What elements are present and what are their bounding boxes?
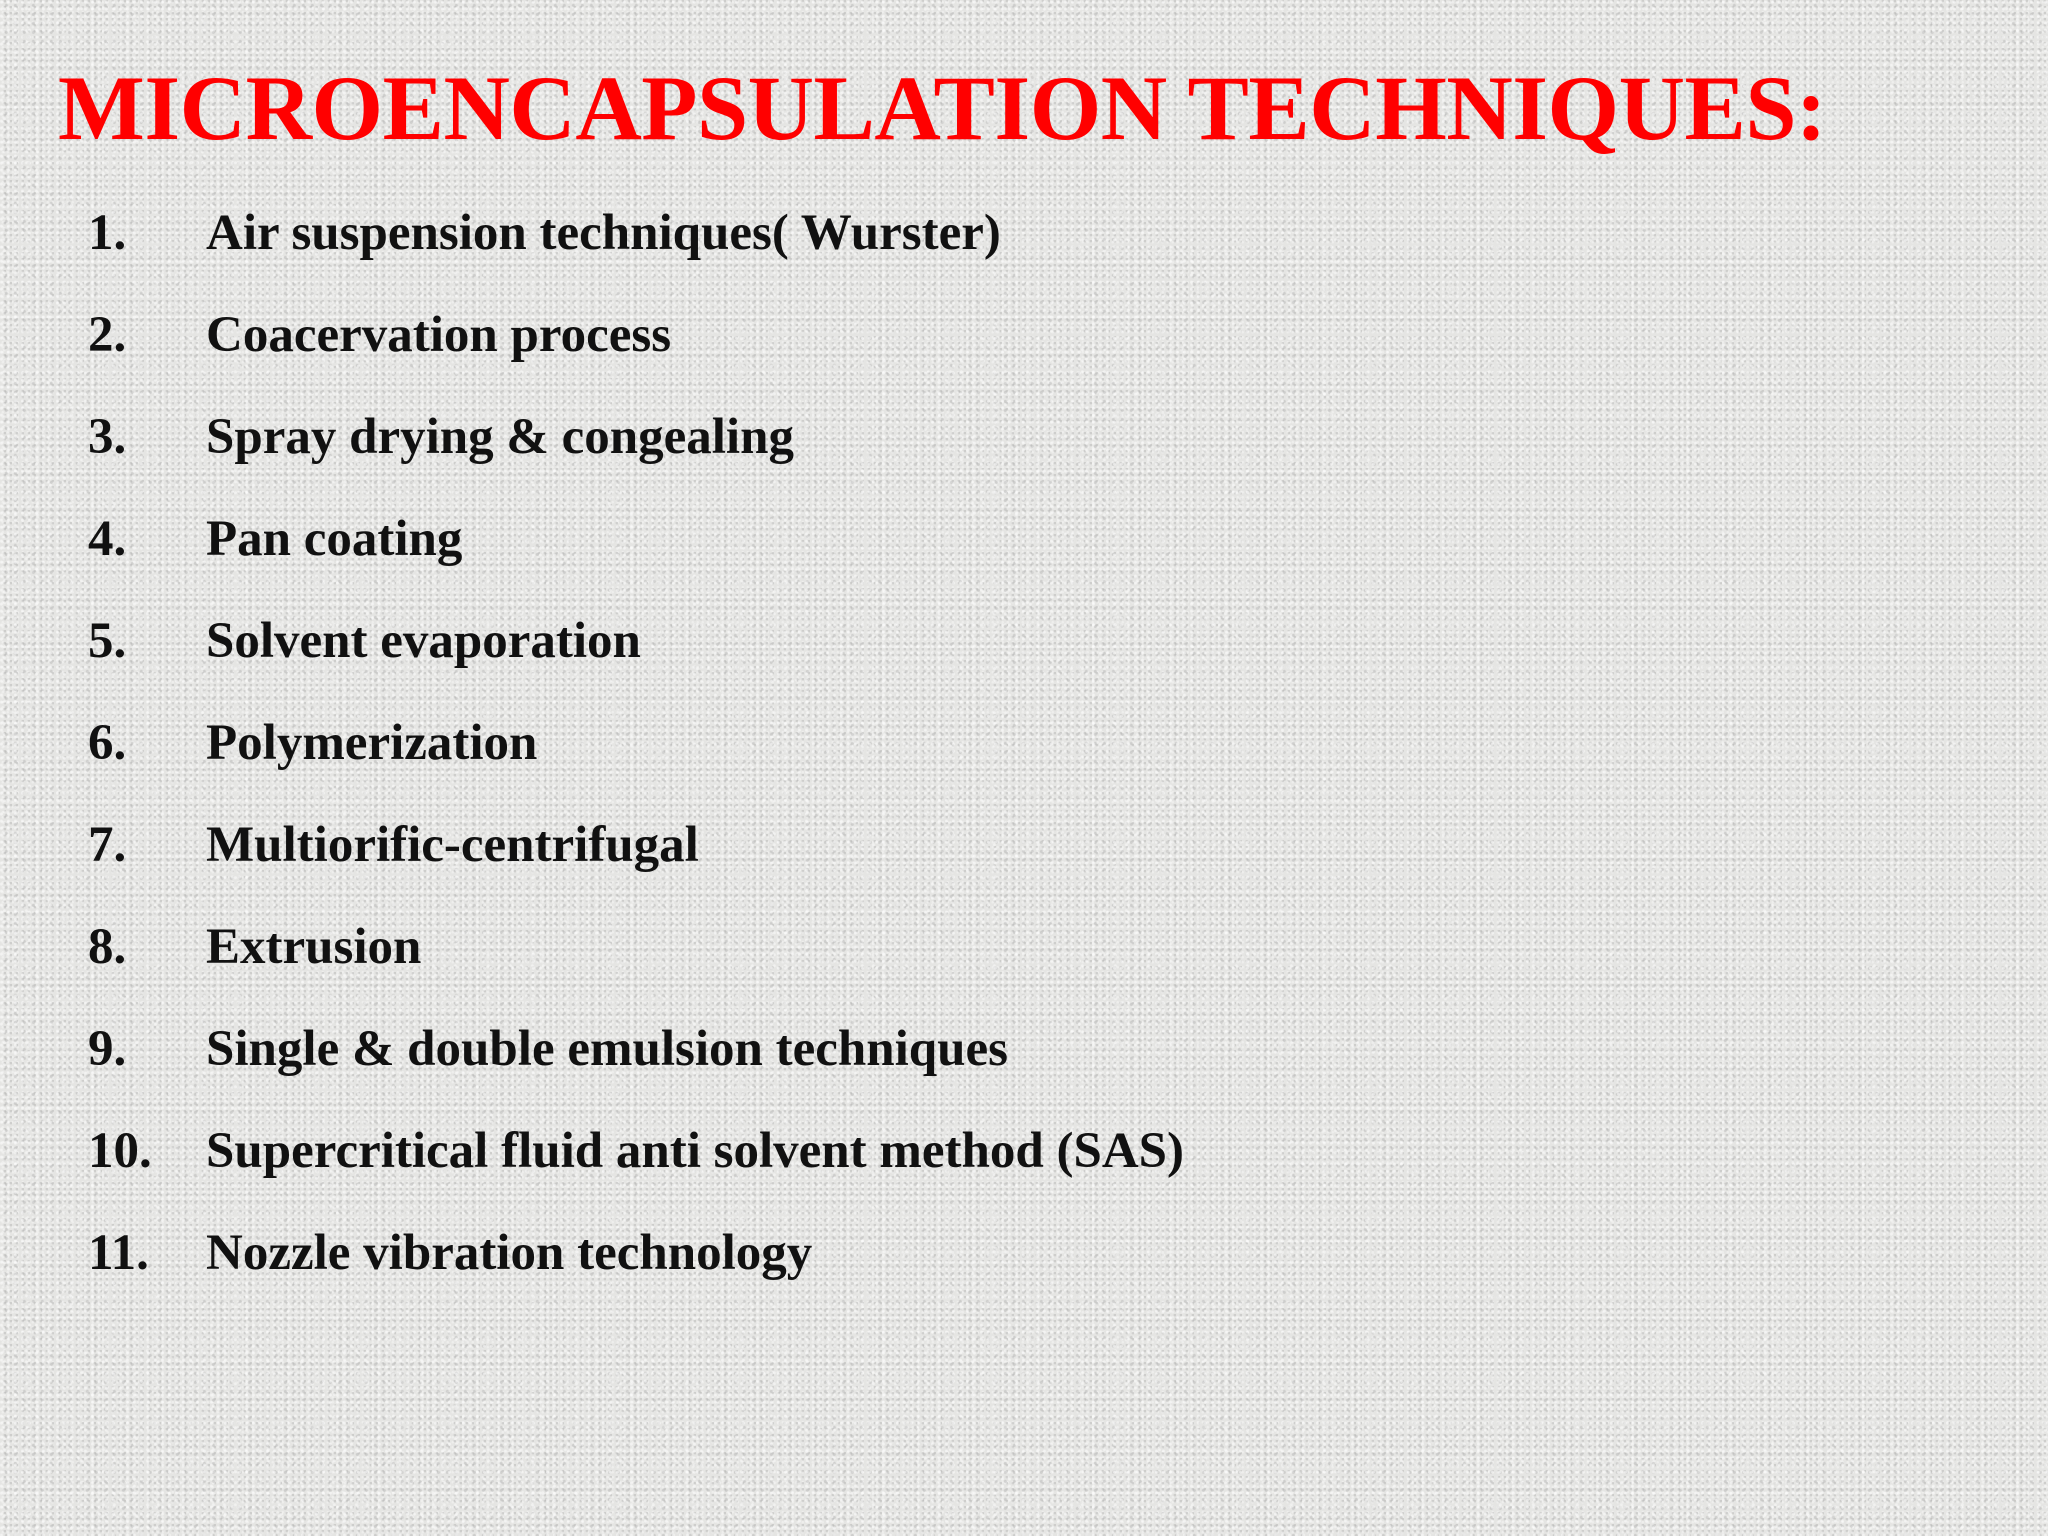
list-item-number: 10. — [88, 1123, 152, 1179]
list-item-number: 6. — [88, 715, 127, 771]
list-item-number: 7. — [88, 817, 127, 873]
list-item — [88, 896, 1184, 998]
list-item — [88, 386, 1184, 488]
list-item — [88, 998, 1184, 1100]
list-item — [88, 488, 1184, 590]
list-item — [88, 182, 1184, 284]
list-item-text: Extrusion — [206, 919, 422, 975]
list-item-number: 9. — [88, 1021, 127, 1077]
list-item-number: 5. — [88, 613, 127, 669]
list-item-text: Solvent evaporation — [206, 613, 641, 669]
list-item-text: Pan coating — [206, 511, 463, 567]
list-item — [88, 1202, 1184, 1304]
list-item-text: Single & double emulsion techniques — [206, 1021, 1008, 1077]
list-item-number: 11. — [88, 1225, 149, 1281]
list-item-number: 4. — [88, 511, 127, 567]
list-item-text: Air suspension techniques( Wurster) — [206, 205, 1001, 261]
list-item-text: Polymerization — [206, 715, 538, 771]
list-item — [88, 590, 1184, 692]
list-item — [88, 284, 1184, 386]
technique-list — [88, 182, 1184, 1304]
list-item-text: Nozzle vibration technology — [206, 1225, 813, 1281]
list-item-number: 1. — [88, 205, 127, 261]
list-item-number: 2. — [88, 307, 127, 363]
list-item-text: Spray drying & congealing — [206, 409, 794, 465]
list-item-number: 8. — [88, 919, 127, 975]
list-item-number: 3. — [88, 409, 127, 465]
list-item — [88, 794, 1184, 896]
list-item-text: Multiorific-centrifugal — [206, 817, 699, 873]
list-item-text: Coacervation process — [206, 307, 672, 363]
slide-title: MICROENCAPSULATION TECHNIQUES: — [58, 57, 1827, 159]
list-item — [88, 1100, 1184, 1202]
list-item-text: Supercritical fluid anti solvent method (SAS) — [206, 1123, 1185, 1179]
list-item — [88, 692, 1184, 794]
